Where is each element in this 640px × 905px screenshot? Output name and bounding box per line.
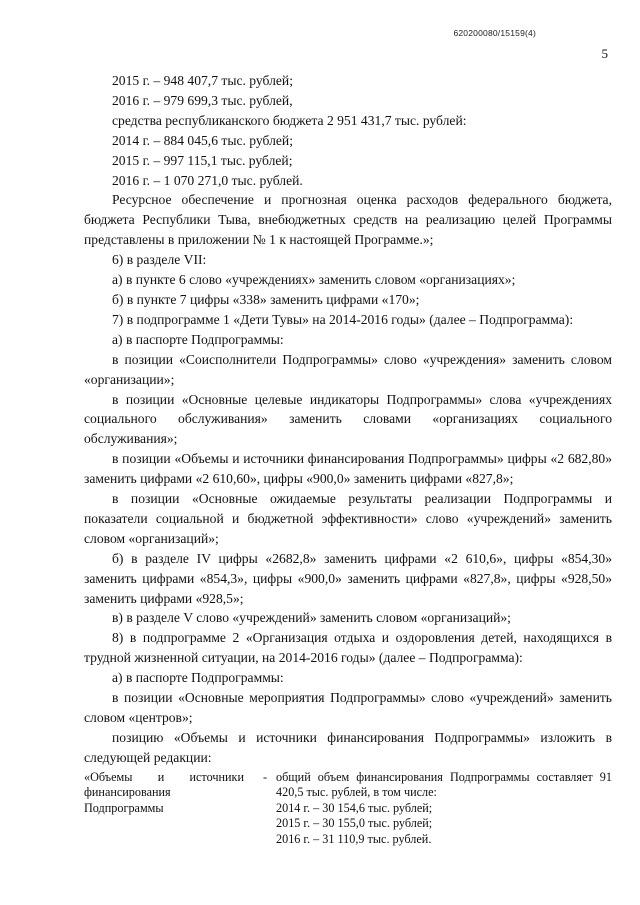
- paragraph: а) в пункте 6 слово «учреждениях» заменить словом «организациях»;: [112, 272, 516, 288]
- paragraph: 6) в разделе VII:: [112, 252, 207, 268]
- paragraph: 2014 г. – 884 045,6 тыс. рублей;: [112, 132, 293, 148]
- paragraph: в позиции «Основные целевые индикаторы Подпрограммы» слова «учреждениях социального обслуживания» заменить словами «организациях социального обслуживания»;: [84, 391, 612, 447]
- paragraph: б) в пункте 7 цифры «338» заменить цифрами «170»;: [112, 291, 420, 307]
- passport-row: [84, 770, 612, 847]
- paragraph: позицию «Объемы и источники финансирования Подпрограммы» изложить в следующей редакции:: [84, 729, 612, 765]
- passport-value: [276, 770, 612, 847]
- paragraph: в позиции «Основные ожидаемые результаты реализации Подпрограммы и показатели социальной и бюджетной эффективности» слово «учреждений» заменить словом «организаций»;: [84, 491, 612, 546]
- paragraph: а) в паспорте Подпрограммы:: [112, 331, 284, 347]
- paragraph: б) в разделе IV цифры «2682,8» заменить цифрами «2 610,6», цифры «854,30» заменить цифрами «854,3», цифры «900,0» заменить цифрами «827,8», цифры «928,50» заменить цифрами «928,5»;: [84, 550, 612, 606]
- document-body: [84, 71, 612, 768]
- paragraph: средства республиканского бюджета 2 951 431,7 тыс. рублей:: [112, 112, 467, 128]
- paragraph: в) в разделе V слово «учреждений» заменить словом «организаций»;: [112, 610, 511, 626]
- passport-lead: общий объем финансирования Подпрограммы составляет 91 420,5 тыс. рублей, в том числе:: [276, 770, 612, 800]
- passport-table: [84, 770, 612, 847]
- paragraph: 2015 г. – 948 407,7 тыс. рублей;: [112, 73, 293, 88]
- paragraph: в позиции «Основные мероприятия Подпрограммы» слово «учреждений» заменить словом «центров»;: [84, 690, 612, 725]
- paragraph: 2016 г. – 1 070 271,0 тыс. рублей.: [112, 172, 303, 188]
- paragraph: а) в паспорте Подпрограммы:: [112, 670, 284, 686]
- paragraph: 7) в подпрограмме 1 «Дети Тувы» на 2014-2016 годы» (далее – Подпрограмма):: [112, 311, 574, 327]
- passport-year: 2016 г. – 31 110,9 тыс. рублей.: [276, 831, 432, 846]
- passport-label: «Объемы и источники финансирования Подпрограммы: [84, 770, 244, 815]
- passport-year: 2015 г. – 30 155,0 тыс. рублей;: [276, 816, 433, 831]
- paragraph: в позиции «Соисполнители Подпрограммы» слово «учреждения» заменить словом «организации»;: [84, 351, 612, 387]
- passport-dash: -: [262, 770, 268, 784]
- passport-year: 2014 г. – 30 154,6 тыс. рублей;: [276, 800, 433, 815]
- paragraph: Ресурсное обеспечение и прогнозная оценка расходов федерального бюджета, бюджета Республики Тыва, внебюджетных средств на реализацию целей Программы представлены в приложении № 1 к настоящей Программе.»;: [84, 192, 612, 248]
- page-number: 5: [601, 46, 608, 61]
- paragraph: 2015 г. – 997 115,1 тыс. рублей;: [112, 152, 293, 168]
- document-id: 620200080/15159(4): [453, 28, 536, 38]
- paragraph: в позиции «Объемы и источники финансирования Подпрограммы» цифры «2 682,80» заменить цифрами «2 610,60», цифры «900,0» заменить цифрами «827,8»;: [84, 451, 612, 487]
- paragraph: 8) в подпрограмме 2 «Организация отдыха и оздоровления детей, находящихся в трудной жизненной ситуации, на 2014-2016 годы» (далее – Подпрограмма):: [84, 630, 612, 666]
- paragraph: 2016 г. – 979 699,3 тыс. рублей,: [112, 92, 293, 108]
